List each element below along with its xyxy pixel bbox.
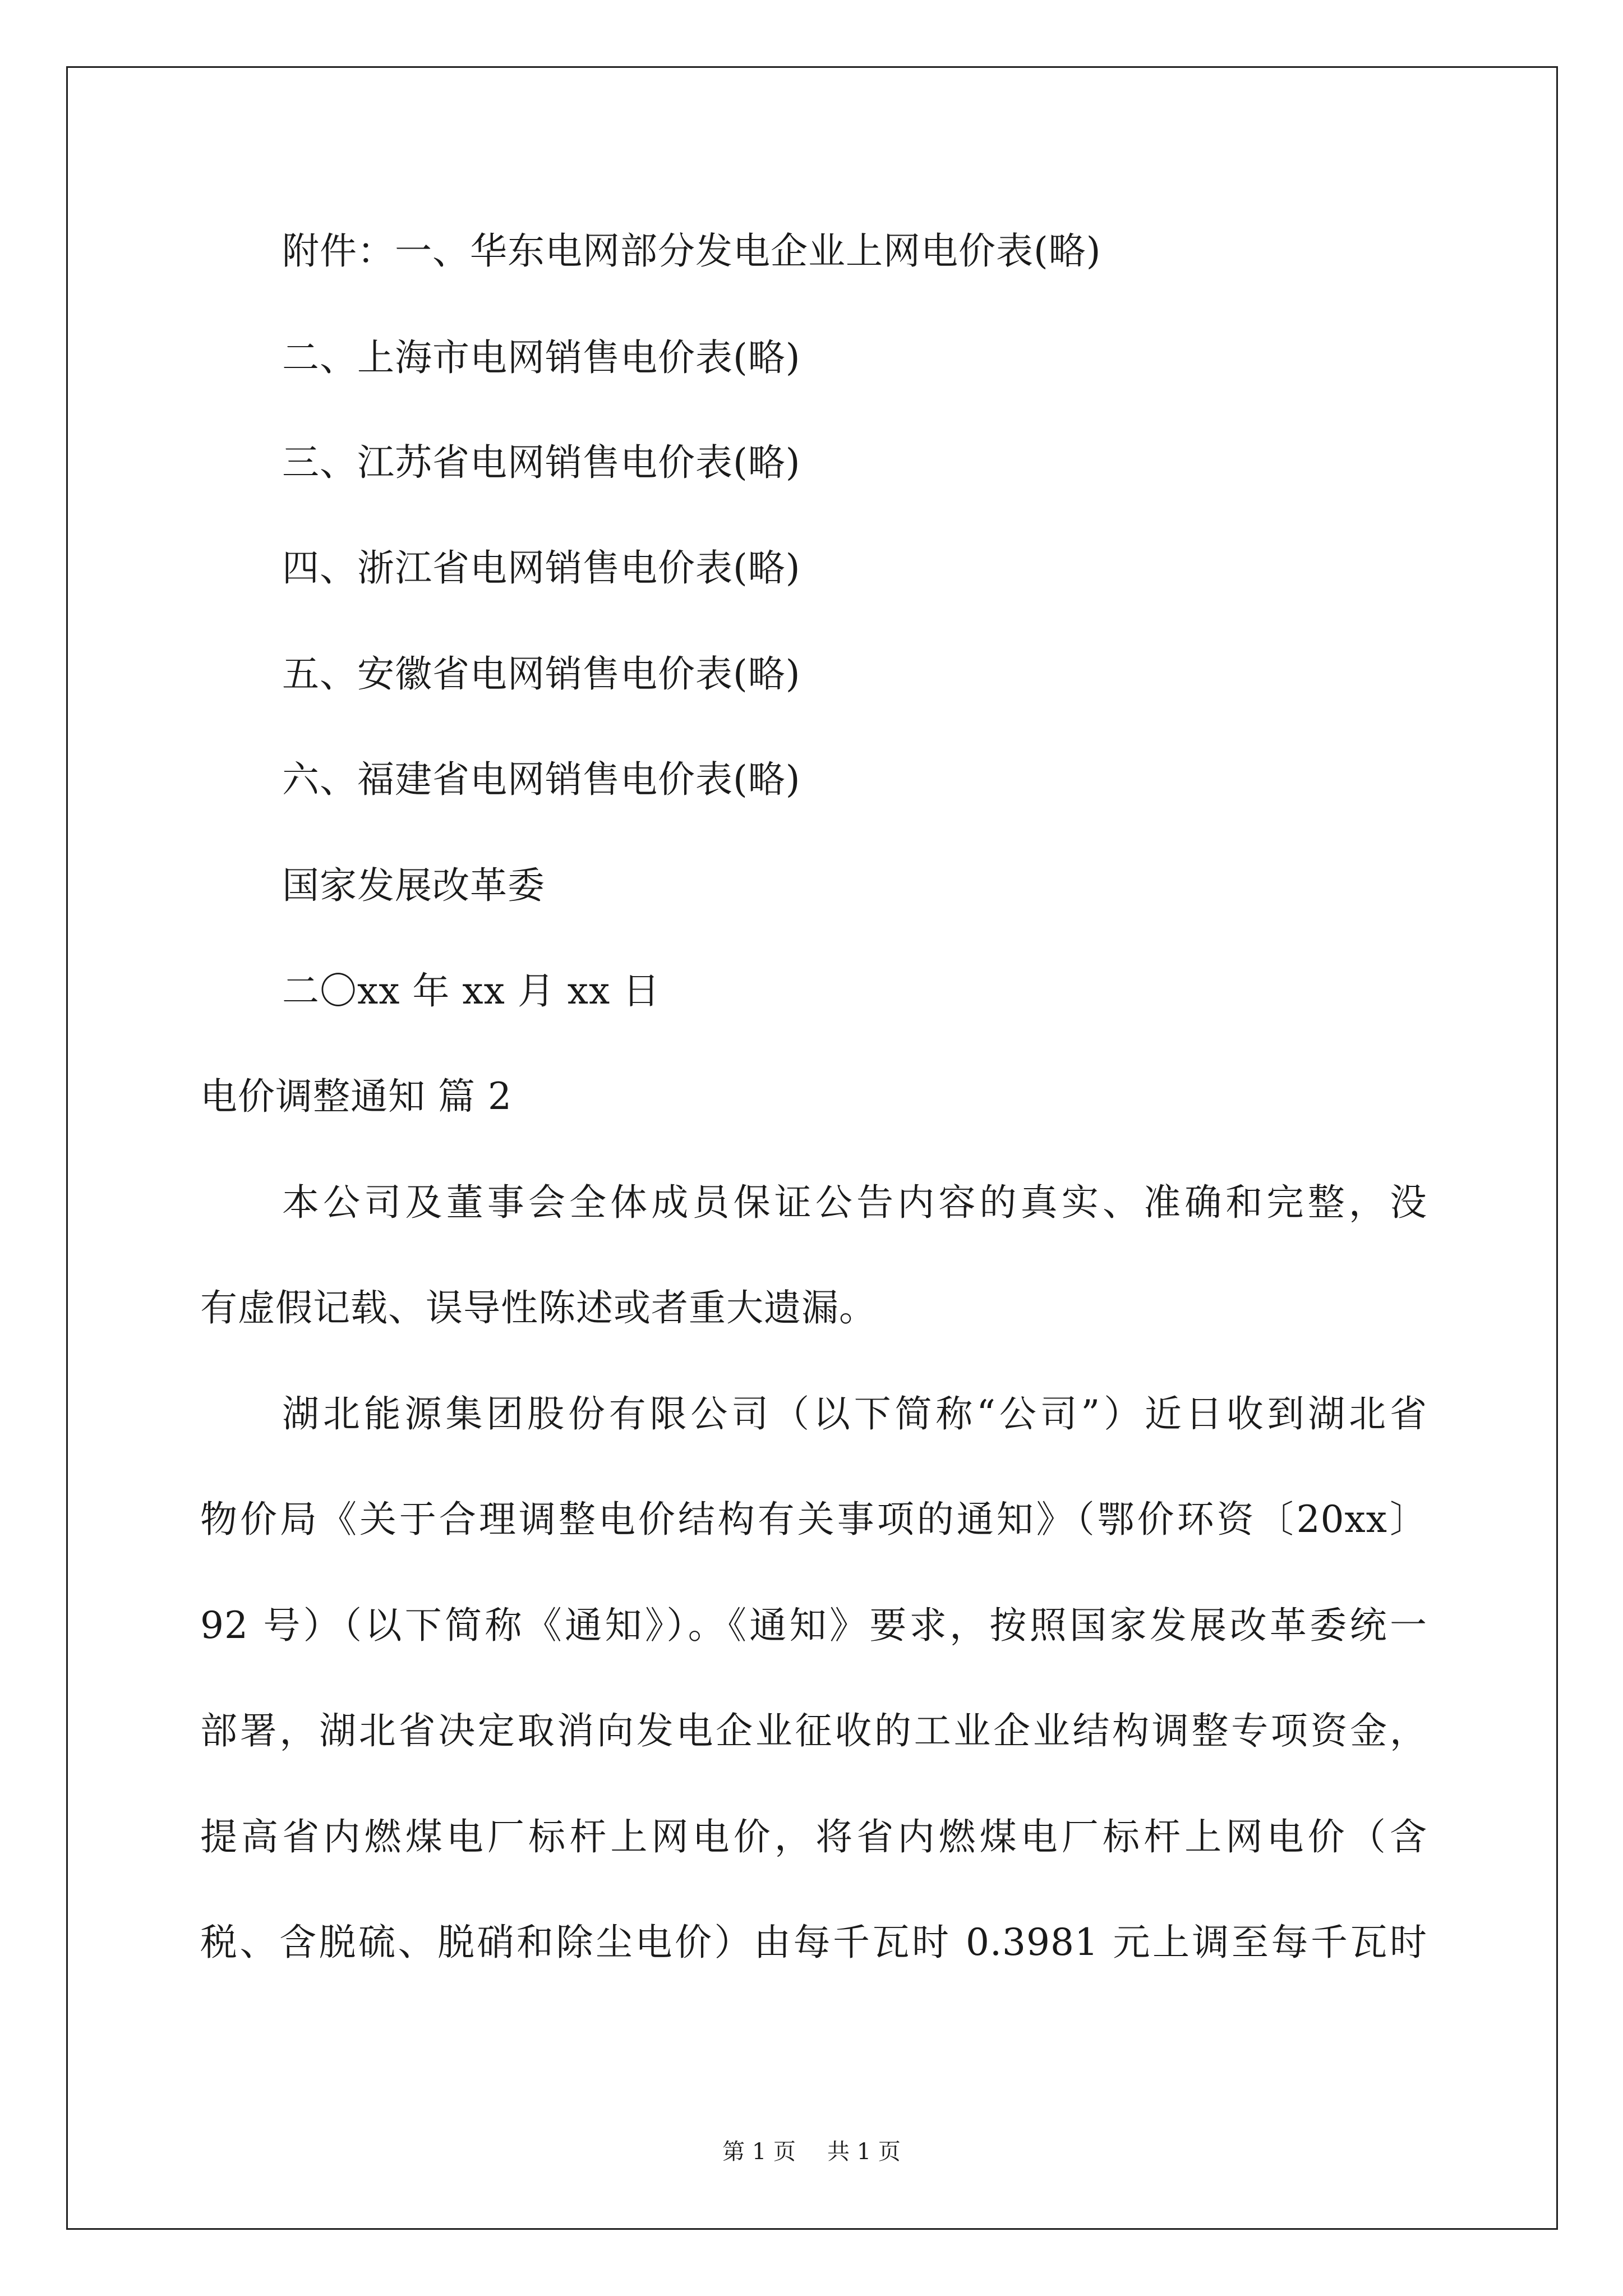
- section-heading: 电价调整通知 篇 2: [200, 1075, 512, 1118]
- paragraph-line: 有虚假记载、误导性陈述或者重大遗漏。: [200, 1286, 877, 1329]
- paragraph-line: 税、含脱硫、脱硝和除尘电价）由每千瓦时 0.3981 元上调至每千瓦时: [200, 1921, 1427, 1964]
- attachment-item-fujian: 六、福建省电网销售电价表(略): [282, 758, 801, 801]
- page-footer: [0, 2136, 1623, 2168]
- paragraph-line: 本公司及董事会全体成员保证公告内容的真实、准确和完整，没: [282, 1181, 1427, 1224]
- attachment-item-jiangsu: 三、江苏省电网销售电价表(略): [282, 441, 801, 484]
- page-number: 第 1 页: [722, 2139, 796, 2165]
- attachment-line: 附件：一、华东电网部分发电企业上网电价表(略): [282, 229, 1101, 273]
- paragraph-line: 92 号）（以下简称《通知》）。《通知》要求，按照国家发展改革委统一: [200, 1604, 1427, 1647]
- paragraph-line: 提高省内燃煤电厂标杆上网电价，将省内燃煤电厂标杆上网电价（含: [200, 1815, 1427, 1858]
- page-border: [66, 66, 1558, 2230]
- paragraph-line: 物价局《关于合理调整电价结构有关事项的通知》（鄂价环资〔20xx〕: [200, 1498, 1427, 1541]
- page-total: 共 1 页: [827, 2139, 901, 2165]
- attachment-item-zhejiang: 四、浙江省电网销售电价表(略): [282, 546, 801, 590]
- attachment-item-shanghai: 二、上海市电网销售电价表(略): [282, 336, 801, 379]
- date-line: 二〇xx 年 xx 月 xx 日: [282, 969, 661, 1013]
- paragraph-line: 湖北能源集团股份有限公司（以下简称“公司”）近日收到湖北省: [282, 1392, 1427, 1435]
- issuer-line: 国家发展改革委: [282, 864, 545, 907]
- attachment-item-anhui: 五、安徽省电网销售电价表(略): [282, 652, 801, 696]
- paragraph-line: 部署，湖北省决定取消向发电企业征收的工业企业结构调整专项资金，: [200, 1709, 1427, 1752]
